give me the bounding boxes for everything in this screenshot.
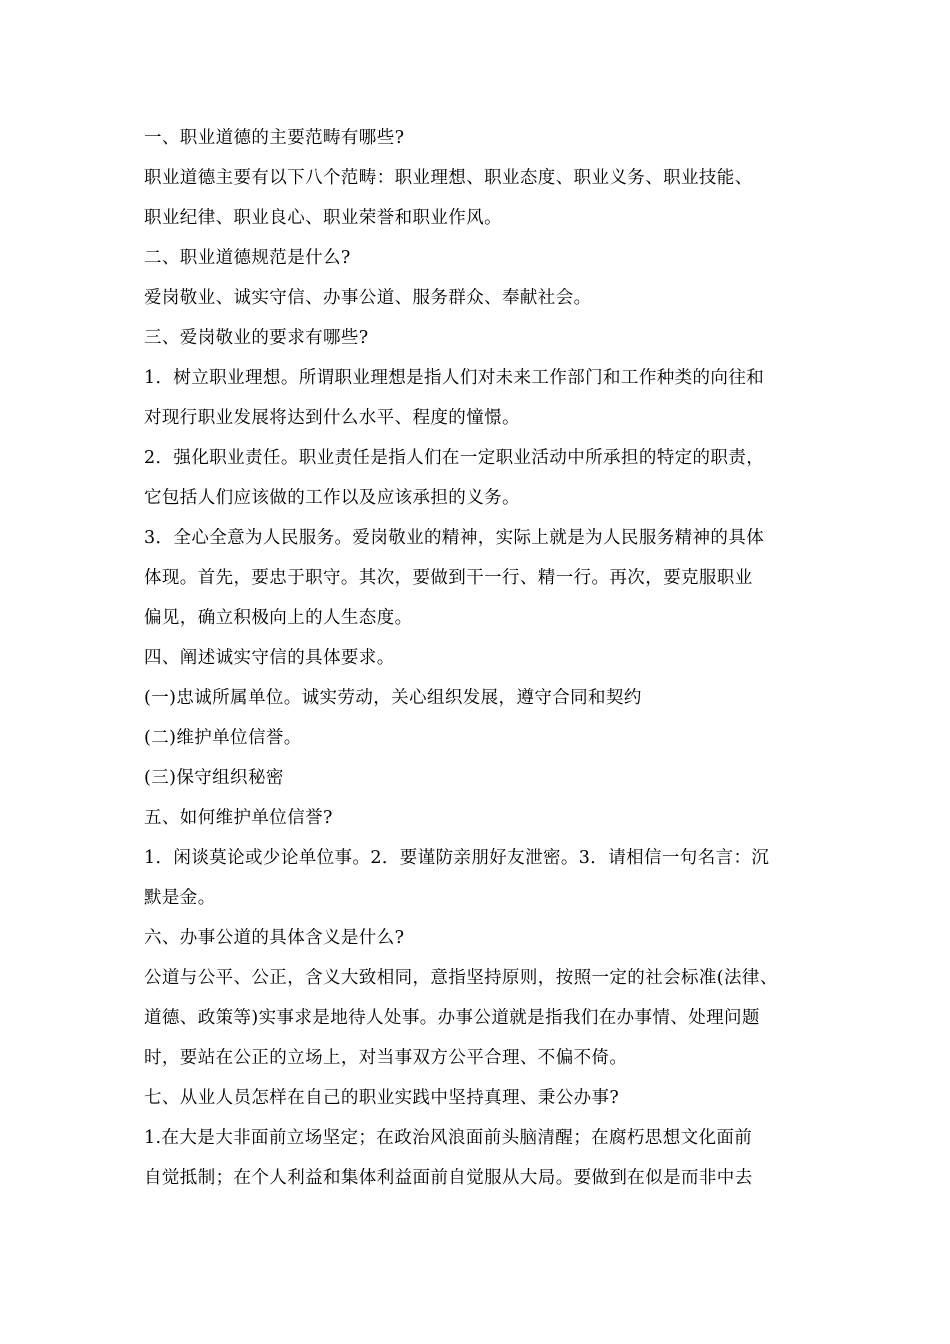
body-text-line: 体现。首先，要忠于职守。其次，要做到干一行、精一行。再次，要克服职业 <box>144 568 753 588</box>
body-text-line: 2．强化职业责任。职业责任是指人们在一定职业活动中所承担的特定的职责， <box>144 448 765 468</box>
body-text-line: (二)维护单位信誉。 <box>144 728 302 748</box>
body-text-line: 爱岗敬业、诚实守信、办事公道、服务群众、奉献社会。 <box>144 288 592 308</box>
body-text-line: (一)忠诚所属单位。诚实劳动，关心组织发展，遵守合同和契约 <box>144 688 642 708</box>
body-text-line: 1．树立职业理想。所谓职业理想是指人们对未来工作部门和工作种类的向往和 <box>144 368 765 388</box>
document-body <box>144 118 812 1198</box>
question-heading-4: 四、阐述诚实守信的具体要求。 <box>144 648 395 668</box>
question-heading-6: 六、办事公道的具体含义是什么? <box>144 928 405 948</box>
body-text-line: 1.在大是大非面前立场坚定；在政治风浪面前头脑清醒；在腐朽思想文化面前 <box>144 1128 753 1148</box>
body-text-line: 职业道德主要有以下八个范畴：职业理想、职业态度、职业义务、职业技能、 <box>144 168 753 188</box>
body-text-line: 偏见，确立积极向上的人生态度。 <box>144 608 413 628</box>
body-text-line: 公道与公平、公正，含义大致相同，意指坚持原则，按照一定的社会标准(法律、 <box>144 968 778 988</box>
question-heading-1: 一、职业道德的主要范畴有哪些? <box>144 128 405 148</box>
body-text-line: 3．全心全意为人民服务。爱岗敬业的精神，实际上就是为人民服务精神的具体 <box>144 528 765 548</box>
body-text-line: 职业纪律、职业良心、职业荣誉和职业作风。 <box>144 208 502 228</box>
body-text-line: 自觉抵制；在个人利益和集体利益面前自觉服从大局。要做到在似是而非中去 <box>144 1168 753 1188</box>
question-heading-3: 三、爱岗敬业的要求有哪些? <box>144 328 369 348</box>
body-text-line: 默是金。 <box>144 888 216 908</box>
body-text-line: (三)保守组织秘密 <box>144 768 284 788</box>
body-text-line: 它包括人们应该做的工作以及应该承担的义务。 <box>144 488 520 508</box>
question-heading-5: 五、如何维护单位信誉? <box>144 808 333 828</box>
body-text-line: 时，要站在公正的立场上，对当事双方公平合理、不偏不倚。 <box>144 1048 628 1068</box>
question-heading-7: 七、从业人员怎样在自己的职业实践中坚持真理、秉公办事? <box>144 1088 620 1108</box>
question-heading-2: 二、职业道德规范是什么? <box>144 248 351 268</box>
body-text-line: 1．闲谈莫论或少论单位事。2．要谨防亲朋好友泄密。3．请相信一句名言：沉 <box>144 848 770 868</box>
body-text-line: 对现行职业发展将达到什么水平、程度的憧憬。 <box>144 408 520 428</box>
body-text-line: 道德、政策等)实事求是地待人处事。办事公道就是指我们在办事情、处理问题 <box>144 1008 760 1028</box>
